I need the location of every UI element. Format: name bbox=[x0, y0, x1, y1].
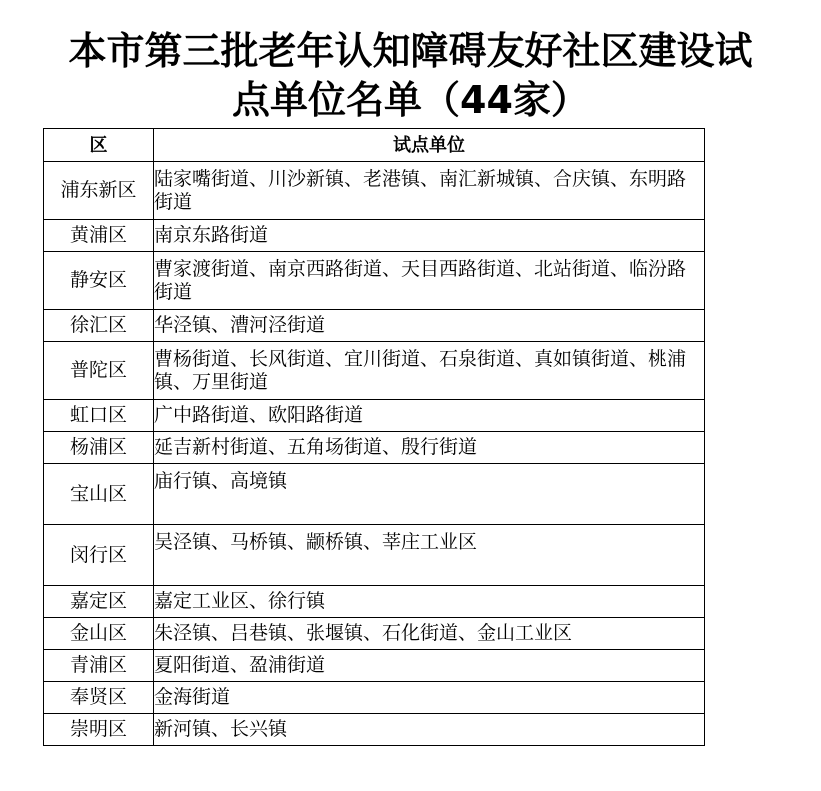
district-cell: 青浦区 bbox=[44, 650, 154, 682]
table-row bbox=[44, 650, 705, 682]
district-cell: 奉贤区 bbox=[44, 682, 154, 714]
table-row bbox=[44, 400, 705, 432]
table-row bbox=[44, 162, 705, 220]
table-row bbox=[44, 618, 705, 650]
units-cell: 嘉定工业区、徐行镇 bbox=[154, 586, 705, 618]
units-cell: 陆家嘴街道、川沙新镇、老港镇、南汇新城镇、合庆镇、东明路街道 bbox=[154, 162, 705, 220]
units-cell: 华泾镇、漕河泾街道 bbox=[154, 310, 705, 342]
table-row bbox=[44, 252, 705, 310]
units-cell: 曹杨街道、长风街道、宜川街道、石泉街道、真如镇街道、桃浦镇、万里街道 bbox=[154, 342, 705, 400]
table-header-row bbox=[44, 129, 705, 162]
units-cell: 朱泾镇、吕巷镇、张堰镇、石化街道、金山工业区 bbox=[154, 618, 705, 650]
header-pilot-units: 试点单位 bbox=[154, 129, 705, 162]
district-cell: 金山区 bbox=[44, 618, 154, 650]
units-cell: 夏阳街道、盈浦街道 bbox=[154, 650, 705, 682]
table-row bbox=[44, 714, 705, 746]
units-cell: 延吉新村街道、五角场街道、殷行街道 bbox=[154, 432, 705, 464]
table-row bbox=[44, 525, 705, 586]
district-cell: 闵行区 bbox=[44, 525, 154, 586]
district-cell: 静安区 bbox=[44, 252, 154, 310]
table-row bbox=[44, 586, 705, 618]
units-cell: 金海街道 bbox=[154, 682, 705, 714]
district-cell: 杨浦区 bbox=[44, 432, 154, 464]
table-row bbox=[44, 220, 705, 252]
district-cell: 浦东新区 bbox=[44, 162, 154, 220]
table-row bbox=[44, 310, 705, 342]
header-district: 区 bbox=[44, 129, 154, 162]
table-row bbox=[44, 464, 705, 525]
units-cell: 南京东路街道 bbox=[154, 220, 705, 252]
table-row bbox=[44, 682, 705, 714]
table-row bbox=[44, 342, 705, 400]
district-cell: 嘉定区 bbox=[44, 586, 154, 618]
district-cell: 徐汇区 bbox=[44, 310, 154, 342]
units-cell: 新河镇、长兴镇 bbox=[154, 714, 705, 746]
table-row bbox=[44, 432, 705, 464]
district-cell: 崇明区 bbox=[44, 714, 154, 746]
district-cell: 普陀区 bbox=[44, 342, 154, 400]
units-cell: 吴泾镇、马桥镇、颛桥镇、莘庄工业区 bbox=[154, 525, 705, 586]
units-cell: 广中路街道、欧阳路街道 bbox=[154, 400, 705, 432]
units-cell: 曹家渡街道、南京西路街道、天目西路街道、北站街道、临汾路街道 bbox=[154, 252, 705, 310]
district-cell: 宝山区 bbox=[44, 464, 154, 525]
units-cell: 庙行镇、高境镇 bbox=[154, 464, 705, 525]
district-cell: 黄浦区 bbox=[44, 220, 154, 252]
document-title-line-1: 本市第三批老年认知障碍友好社区建设试 bbox=[68, 29, 753, 73]
district-cell: 虹口区 bbox=[44, 400, 154, 432]
pilot-units-table bbox=[43, 128, 705, 746]
document-title-line-2: 点单位名单（44家） bbox=[232, 78, 589, 122]
